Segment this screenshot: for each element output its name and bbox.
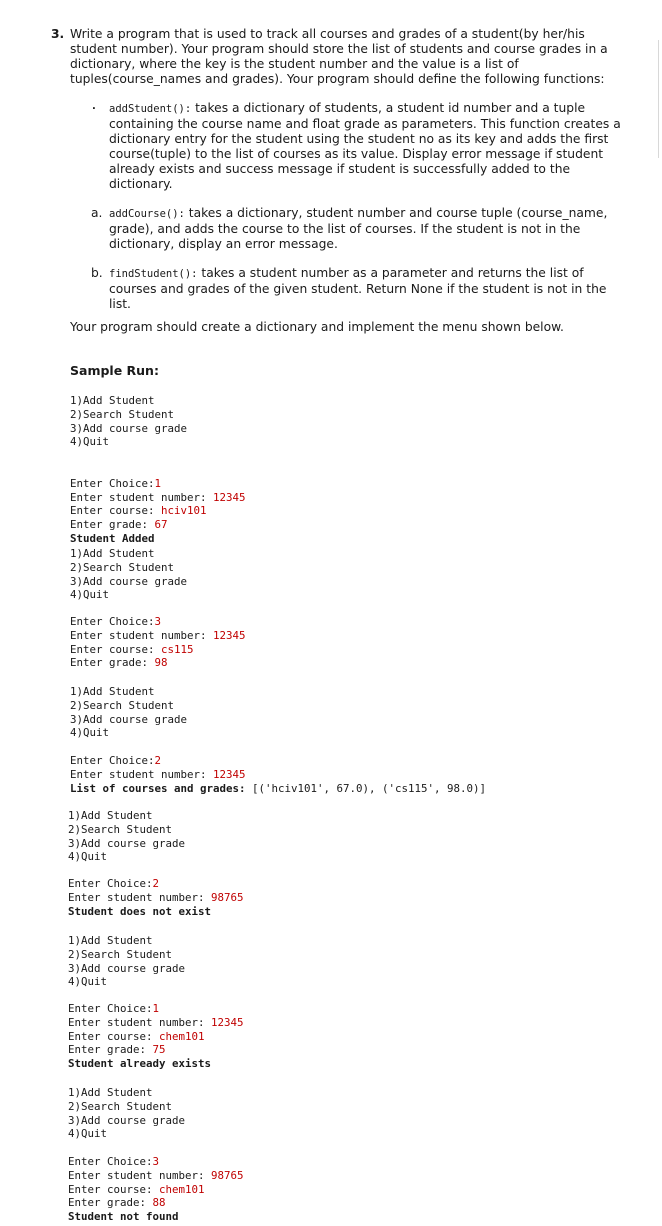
menu-item: 3)Add course grade xyxy=(70,421,188,435)
function-name: addCourse(): xyxy=(109,208,185,220)
function-name: findStudent(): xyxy=(109,268,198,280)
student-number-line: Enter student number: 12345 xyxy=(68,1015,244,1029)
menu-item: 3)Add course grade xyxy=(68,836,186,850)
menu-block xyxy=(70,394,187,449)
result-line: Student not found xyxy=(68,1210,179,1224)
menu-item: 1)Add Student xyxy=(70,547,155,560)
student-number-line: Enter student number: 12345 xyxy=(70,767,246,781)
question-number: 3. xyxy=(51,27,65,41)
menu-item: 2)Search Student xyxy=(68,822,173,836)
choice-line: Enter Choice:2 xyxy=(68,877,160,890)
course-line: Enter course: hciv101 xyxy=(70,504,207,518)
menu-item: 4)Quit xyxy=(68,975,108,989)
menu-item: 1)Add Student xyxy=(70,394,155,407)
course-line: Enter course: cs115 xyxy=(70,642,194,656)
menu-item: 1)Add Student xyxy=(70,685,155,698)
menu-item: 2)Search Student xyxy=(68,1099,173,1113)
grade-line: Enter grade: 98 xyxy=(70,656,168,670)
choice-line: Enter Choice:1 xyxy=(70,476,162,490)
course-line: Enter course: chem101 xyxy=(68,1182,205,1196)
menu-item: 1)Add Student xyxy=(68,1086,153,1099)
student-number-line: Enter student number: 98765 xyxy=(68,890,244,904)
menu-item: 4)Quit xyxy=(70,588,110,602)
menu-item: 2)Search Student xyxy=(70,698,175,712)
menu-item: 2)Search Student xyxy=(68,947,173,961)
list-marker-a: a. xyxy=(91,206,103,220)
function-item-addcourse xyxy=(109,206,629,252)
interaction-block xyxy=(68,877,244,918)
choice-line: Enter Choice:1 xyxy=(68,1002,160,1015)
sample-run-title: Sample Run: xyxy=(70,363,159,378)
student-number-line: Enter student number: 12345 xyxy=(70,490,246,504)
closing-instruction: Your program should create a dictionary and implement the menu shown below. xyxy=(70,320,564,334)
function-description: takes a dictionary, student number and course tuple (course_name, grade), and adds the course to the list of courses. If the student is not in the dictionary, display an error message. xyxy=(109,206,608,251)
page-edge-divider xyxy=(658,40,662,158)
menu-block xyxy=(70,685,187,740)
menu-item: 3)Add course grade xyxy=(68,1113,186,1127)
result-line: Student already exists xyxy=(68,1057,212,1071)
student-number-line: Enter student number: 12345 xyxy=(70,628,246,642)
grade-line: Enter grade: 75 xyxy=(68,1043,166,1057)
grade-line: Enter grade: 88 xyxy=(68,1196,166,1210)
function-description: takes a student number as a parameter and returns the list of courses and grades of the given student. Return None if the student is not in the list. xyxy=(109,266,607,311)
function-item-addstudent xyxy=(109,101,629,192)
interaction-block xyxy=(70,615,246,670)
menu-item: 4)Quit xyxy=(68,1127,108,1141)
student-number-line: Enter student number: 98765 xyxy=(68,1168,244,1182)
menu-block xyxy=(68,1086,185,1141)
result-line: Student does not exist xyxy=(68,904,212,918)
menu-item: 3)Add course grade xyxy=(68,961,186,975)
list-marker-b: b. xyxy=(91,266,103,280)
choice-line: Enter Choice:3 xyxy=(68,1155,160,1168)
menu-item: 4)Quit xyxy=(68,850,108,864)
bullet-marker: . xyxy=(92,101,96,112)
menu-item: 4)Quit xyxy=(70,435,110,449)
menu-block xyxy=(68,809,185,864)
menu-item: 1)Add Student xyxy=(68,809,153,822)
menu-item: 1)Add Student xyxy=(68,934,153,947)
menu-item: 2)Search Student xyxy=(70,560,175,574)
choice-line: Enter Choice:2 xyxy=(70,754,162,767)
grade-line: Enter grade: 67 xyxy=(70,518,168,532)
menu-item: 3)Add course grade xyxy=(70,712,188,726)
menu-block xyxy=(68,934,185,989)
course-line: Enter course: chem101 xyxy=(68,1029,205,1043)
interaction-block xyxy=(68,1155,244,1224)
choice-line: Enter Choice:3 xyxy=(70,615,162,628)
function-name: addStudent(): xyxy=(109,103,192,115)
interaction-block xyxy=(68,1002,244,1071)
menu-item: 3)Add course grade xyxy=(70,574,188,588)
list-line: List of courses and grades: [('hciv101', 67.0), ('cs115', 98.0)] xyxy=(70,781,487,795)
question-intro: Write a program that is used to track all courses and grades of a student(by her/his student number). Your program should store the list of students and course grades in a dictionary, where the key is the student number and the value is a list of tuples(course_names and grades). Your program should define the following functions: xyxy=(70,27,608,86)
function-item-findstudent xyxy=(109,266,629,312)
result-line: Student Added xyxy=(70,531,155,545)
function-description: takes a dictionary of students, a student id number and a tuple containing the course name and float grade as parameters. This function creates a dictionary entry for the student using the student no as its key and adds the first course(tuple) to the list of courses as its value. Display error message if student already exists and success message if student is successfully added to the dictionary. xyxy=(109,101,621,191)
menu-item: 4)Quit xyxy=(70,726,110,740)
menu-block xyxy=(70,547,187,602)
interaction-block xyxy=(70,463,246,546)
interaction-block xyxy=(70,754,486,795)
menu-item: 2)Search Student xyxy=(70,407,175,421)
